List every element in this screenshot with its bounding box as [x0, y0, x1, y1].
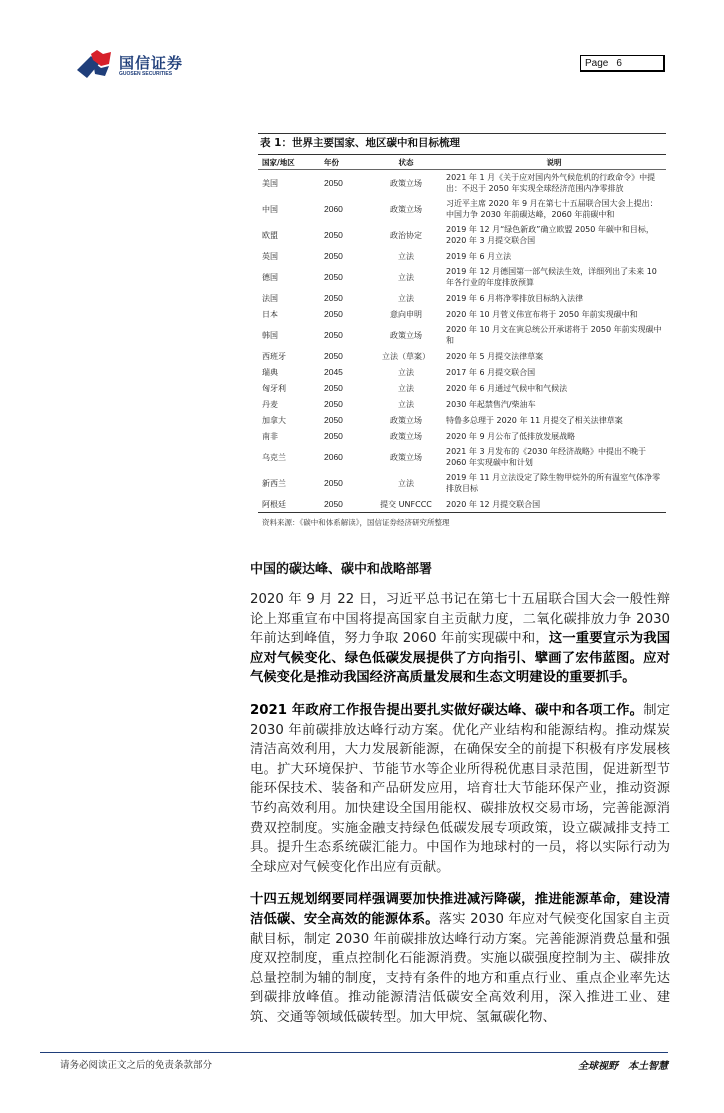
- cell-status: 立法: [398, 272, 414, 282]
- cell-year: 2045: [324, 366, 343, 377]
- table-body: [258, 170, 666, 513]
- cell-status: 政策立场: [390, 330, 422, 340]
- cell-status: 政策立场: [390, 204, 422, 214]
- cell-year: 2050: [324, 292, 343, 303]
- paragraph-1: [250, 590, 670, 688]
- cell-year: 2060: [324, 451, 343, 462]
- cell-status: 政策立场: [390, 452, 422, 462]
- table-row: [258, 196, 666, 222]
- footer-disclaimer: 请务必阅读正文之后的免责条款部分: [60, 1060, 213, 1072]
- cell-description: 2030 年起禁售汽/柴油车: [446, 399, 536, 409]
- table-row: [258, 248, 666, 264]
- col-header: 说明: [546, 157, 562, 167]
- cell-year: 2050: [324, 414, 343, 425]
- cell-status: 立法: [398, 383, 414, 393]
- cell-year: 2050: [324, 271, 343, 282]
- logo-mark-icon: [75, 50, 117, 80]
- paragraph-3: [250, 890, 670, 1027]
- cell-description: 2017 年 6 月提交联合国: [446, 367, 536, 377]
- col-header: 状态: [398, 157, 414, 167]
- cell-description: 2020 年 5 月提交法律草案: [446, 351, 544, 361]
- p1-text: 2020 年 9 月 22 日，习近平总书记在第七十五届联合国大会一般性辩论上郑重宣布中国将提高国家自主贡献力度，二氧化碳排放力争 2030 年前达到峰值，努力争取 2060 年前实现碳中和，: [250, 592, 670, 647]
- cell-description: 2020 年 10 月菅义伟宣布将于 2050 年前实现碳中和: [446, 309, 638, 319]
- cell-year: 2050: [324, 229, 343, 240]
- cell-status: 意向申明: [390, 309, 422, 319]
- cell-year: 2050: [324, 430, 343, 441]
- cell-status: 立法: [398, 478, 414, 488]
- p1-bold: 这一重要宣示为我国应对气候变化、绿色低碳发展提供了方向指引、擘画了宏伟蓝图。应对气候变化是推动我国经济高质量发展和生态文明建设的重要抓手。: [250, 631, 671, 686]
- table-row: [258, 364, 666, 380]
- table-row: [258, 348, 666, 364]
- cell-status: 立法: [398, 251, 414, 261]
- page-indicator: [580, 55, 665, 72]
- page-footer: [0, 1040, 724, 1113]
- cell-year: 2050: [324, 350, 343, 361]
- table-row: [258, 428, 666, 444]
- cell-description: 2020 年 9 月公布了低排放发展战略: [446, 431, 576, 441]
- cell-country: 法国: [262, 293, 278, 303]
- cell-year: 2050: [324, 498, 343, 509]
- cell-status: 政策立场: [390, 415, 422, 425]
- cell-year: 2050: [324, 382, 343, 393]
- body-section: [250, 562, 670, 1040]
- cell-description: 2020 年 6 月通过气候中和气候法: [446, 383, 568, 393]
- p3-text: 落实 2030 年应对气候变化国家自主贡献目标，制定 2030 年前碳排放达峰行动方案。完善能源消费总量和强度双控制度，重点控制化石能源消费。实施以碳强度控制为主、碳排放总量控制为辅的制度，支持有条件的地方和重点行业、重点企业率先达到碳排放峰值。推动能源清洁低碳安全高效利用，深入推进工业、建筑、交通等领域低碳转型。加大甲烷、氢氟碳化物、: [250, 911, 671, 1025]
- cell-description: 2019 年 12 月德国第一部气候法生效，详细列出了未来 10 年各行业的年度排放预算: [446, 267, 657, 287]
- table-block: [258, 133, 666, 528]
- cell-description: 2019 年 6 月立法: [446, 251, 512, 261]
- page-header: [0, 50, 724, 80]
- cell-year: 2050: [324, 477, 343, 488]
- table-header-row: [258, 155, 666, 170]
- footer-rule: [40, 1052, 668, 1053]
- carbon-neutral-table: [258, 155, 666, 513]
- page-number: 6: [616, 58, 622, 69]
- table-row: [258, 170, 666, 197]
- cell-year: 2050: [324, 329, 343, 340]
- cell-description: 2019 年 12 月“绿色新政”确立欧盟 2050 年碳中和目标，2020 年 3 月提交联合国: [446, 225, 654, 245]
- cell-country: 瑞典: [262, 367, 278, 377]
- table-row: [258, 222, 666, 248]
- cell-country: 德国: [262, 272, 278, 282]
- page-label: Page: [585, 58, 609, 69]
- table-row: [258, 496, 666, 513]
- cell-description: 2020 年 12 月提交联合国: [446, 499, 541, 509]
- table-row: [258, 264, 666, 290]
- cell-status: 立法（草案）: [382, 351, 430, 361]
- table-row: [258, 290, 666, 306]
- cell-country: 乌克兰: [262, 452, 286, 462]
- section-heading: 中国的碳达峰、碳中和战略部署: [250, 562, 433, 577]
- cell-country: 欧盟: [262, 230, 278, 240]
- cell-description: 2021 年 1 月《关于应对国内外气候危机的行政命令》中提出：不迟于 2050 年实现全球经济范围内净零排放: [446, 173, 656, 193]
- cell-description: 2020 年 10 月文在寅总统公开承诺将于 2050 年前实现碳中和: [446, 325, 662, 345]
- cell-status: 立法: [398, 367, 414, 377]
- cell-country: 英国: [262, 251, 278, 261]
- p2-bold: 2021 年政府工作报告提出要扎实做好碳达峰、碳中和各项工作。: [250, 702, 644, 718]
- cell-country: 韩国: [262, 330, 278, 340]
- cell-year: 2050: [324, 398, 343, 409]
- table-row: [258, 444, 666, 470]
- cell-status: 政策立场: [390, 431, 422, 441]
- table-row: [258, 380, 666, 396]
- logo-text-cn: 国信证券: [119, 54, 184, 72]
- cell-status: 政策立场: [390, 178, 422, 188]
- paragraph-2: [250, 701, 670, 877]
- cell-description: 2019 年 11 月立法设定了除生物甲烷外的所有温室气体净零排放目标: [446, 473, 661, 493]
- table-row: [258, 306, 666, 322]
- cell-country: 加拿大: [262, 415, 286, 425]
- cell-status: 立法: [398, 399, 414, 409]
- cell-year: 2050: [324, 177, 343, 188]
- cell-country: 日本: [262, 309, 278, 319]
- cell-year: 2050: [324, 250, 343, 261]
- cell-description: 特鲁多总理于 2020 年 11 月提交了相关法律草案: [446, 415, 623, 425]
- cell-country: 新西兰: [262, 478, 286, 488]
- cell-country: 南非: [262, 431, 278, 441]
- cell-country: 中国: [262, 204, 278, 214]
- table-row: [258, 412, 666, 428]
- cell-country: 阿根廷: [262, 499, 286, 509]
- col-header: 国家/地区: [262, 157, 295, 167]
- table-row: [258, 470, 666, 496]
- table-title: 表 1：世界主要国家、地区碳中和目标梳理: [258, 133, 666, 155]
- cell-year: 2060: [324, 203, 343, 214]
- cell-country: 丹麦: [262, 399, 278, 409]
- cell-country: 匈牙利: [262, 383, 286, 393]
- cell-description: 2021 年 3 月发布的《2030 年经济战略》中提出不晚于 2060 年实现碳中和计划: [446, 447, 646, 467]
- p2-text: 制定 2030 年前碳排放达峰行动方案。优化产业结构和能源结构。推动煤炭清洁高效利用，大力发展新能源，在确保安全的前提下积极有序发展核电。扩大环境保护、节能节水等企业所得税优惠目录范围，促进新型节能环保技术、装备和产品研发应用，培育壮大节能环保产业，推动资源节约高效利用。加快建设全国用能权、碳排放权交易市场，完善能源消费双控制度。实施金融支持绿色低碳发展专项政策，设立碳减排支持工具。提升生态系统碳汇能力。中国作为地球村的一员，将以实际行动为全球应对气候变化作出应有贡献。: [250, 702, 670, 875]
- cell-country: 西班牙: [262, 351, 286, 361]
- cell-country: 美国: [262, 178, 278, 188]
- logo-text-en: GUOSEN SECURITIES: [119, 71, 173, 77]
- col-header: 年份: [324, 157, 339, 167]
- cell-status: 立法: [398, 293, 414, 303]
- table-row: [258, 322, 666, 348]
- footer-slogan: 全球视野 本土智慧: [578, 1061, 668, 1073]
- cell-description: 习近平主席 2020 年 9 月在第七十五届联合国大会上提出：中国力争 2030 年前碳达峰，2060 年前碳中和: [446, 199, 658, 219]
- cell-status: 提交 UNFCCC: [380, 499, 432, 509]
- cell-status: 政治协定: [390, 230, 422, 240]
- guosen-logo: [75, 50, 195, 80]
- table-source: 资料来源：《碳中和体系解读》，国信证券经济研究所整理: [262, 518, 450, 527]
- table-row: [258, 396, 666, 412]
- p3-bold: 十四五规划纲要同样强调要加快推进减污降碳，推进能源革命，建设清洁低碳、安全高效的能源体系。: [250, 892, 670, 927]
- cell-description: 2019 年 6 月将净零排放目标纳入法律: [446, 293, 584, 303]
- cell-year: 2050: [324, 308, 343, 319]
